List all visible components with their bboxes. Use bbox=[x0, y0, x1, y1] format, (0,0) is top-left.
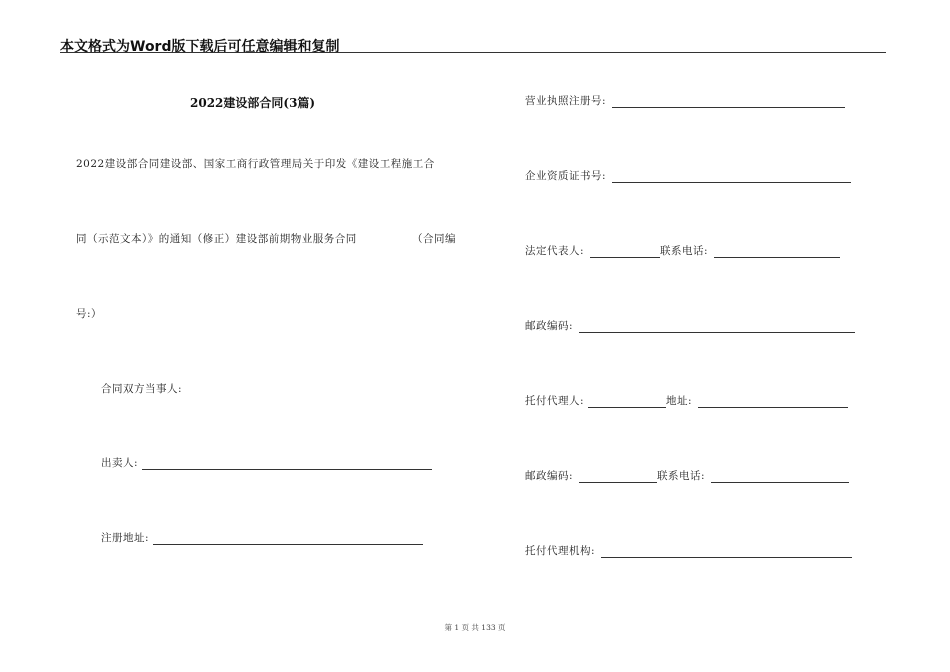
agency-blank[interactable] bbox=[601, 545, 852, 558]
document-title: 2022建设部合同(3篇) bbox=[190, 96, 316, 110]
header-rule bbox=[60, 52, 886, 53]
contact-phone-blank[interactable] bbox=[714, 245, 840, 258]
intro-line-1: 2022建设部合同建设部、国家工商行政管理局关于印发《建设工程施工合 bbox=[76, 158, 435, 170]
intro-line-2: 同（示范文本）》的通知（修正）建设部前期物业服务合同 bbox=[76, 233, 357, 245]
agency-field bbox=[525, 543, 852, 558]
parties-label: 合同双方当事人: bbox=[101, 383, 183, 395]
address-label: 地址: bbox=[666, 395, 693, 407]
postal-code-field bbox=[525, 318, 855, 333]
postal-code2-blank[interactable] bbox=[579, 470, 657, 483]
business-license-label: 营业执照注册号: bbox=[525, 95, 607, 107]
page-footer: 第 1 页 共 133 页 bbox=[444, 623, 506, 632]
qualification-cert-field bbox=[525, 168, 851, 183]
qualification-cert-label: 企业资质证书号: bbox=[525, 170, 607, 182]
agent-blank[interactable] bbox=[588, 395, 666, 408]
contact-phone2-blank[interactable] bbox=[711, 470, 849, 483]
business-license-field bbox=[525, 93, 845, 108]
document-header: 本文格式为Word版下载后可任意编辑和复制 bbox=[60, 39, 340, 55]
postal-code-label: 邮政编码: bbox=[525, 320, 574, 332]
qualification-cert-blank[interactable] bbox=[612, 170, 851, 183]
address-blank[interactable] bbox=[698, 395, 848, 408]
legal-rep-label: 法定代表人: bbox=[525, 245, 585, 257]
seller-blank[interactable] bbox=[142, 457, 432, 470]
intro-line-3: 号:） bbox=[76, 308, 103, 320]
postal-code2-label: 邮政编码: bbox=[525, 470, 574, 482]
reg-address-blank[interactable] bbox=[153, 532, 423, 545]
reg-address-label: 注册地址: bbox=[101, 532, 150, 544]
legal-rep-blank[interactable] bbox=[590, 245, 660, 258]
contact-phone-label: 联系电话: bbox=[660, 245, 709, 257]
intro-line-2-suffix: （合同编 bbox=[412, 233, 456, 245]
reg-address-field bbox=[101, 530, 423, 545]
agency-label: 托付代理机构: bbox=[525, 545, 596, 557]
legal-rep-field bbox=[525, 243, 840, 258]
agent-field bbox=[525, 393, 848, 408]
contact-phone2-label: 联系电话: bbox=[657, 470, 706, 482]
business-license-blank[interactable] bbox=[612, 95, 845, 108]
seller-label: 出卖人: bbox=[101, 457, 139, 469]
postal-code2-field bbox=[525, 468, 849, 483]
postal-code-blank[interactable] bbox=[579, 320, 855, 333]
seller-field bbox=[101, 455, 432, 470]
agent-label: 托付代理人: bbox=[525, 395, 585, 407]
